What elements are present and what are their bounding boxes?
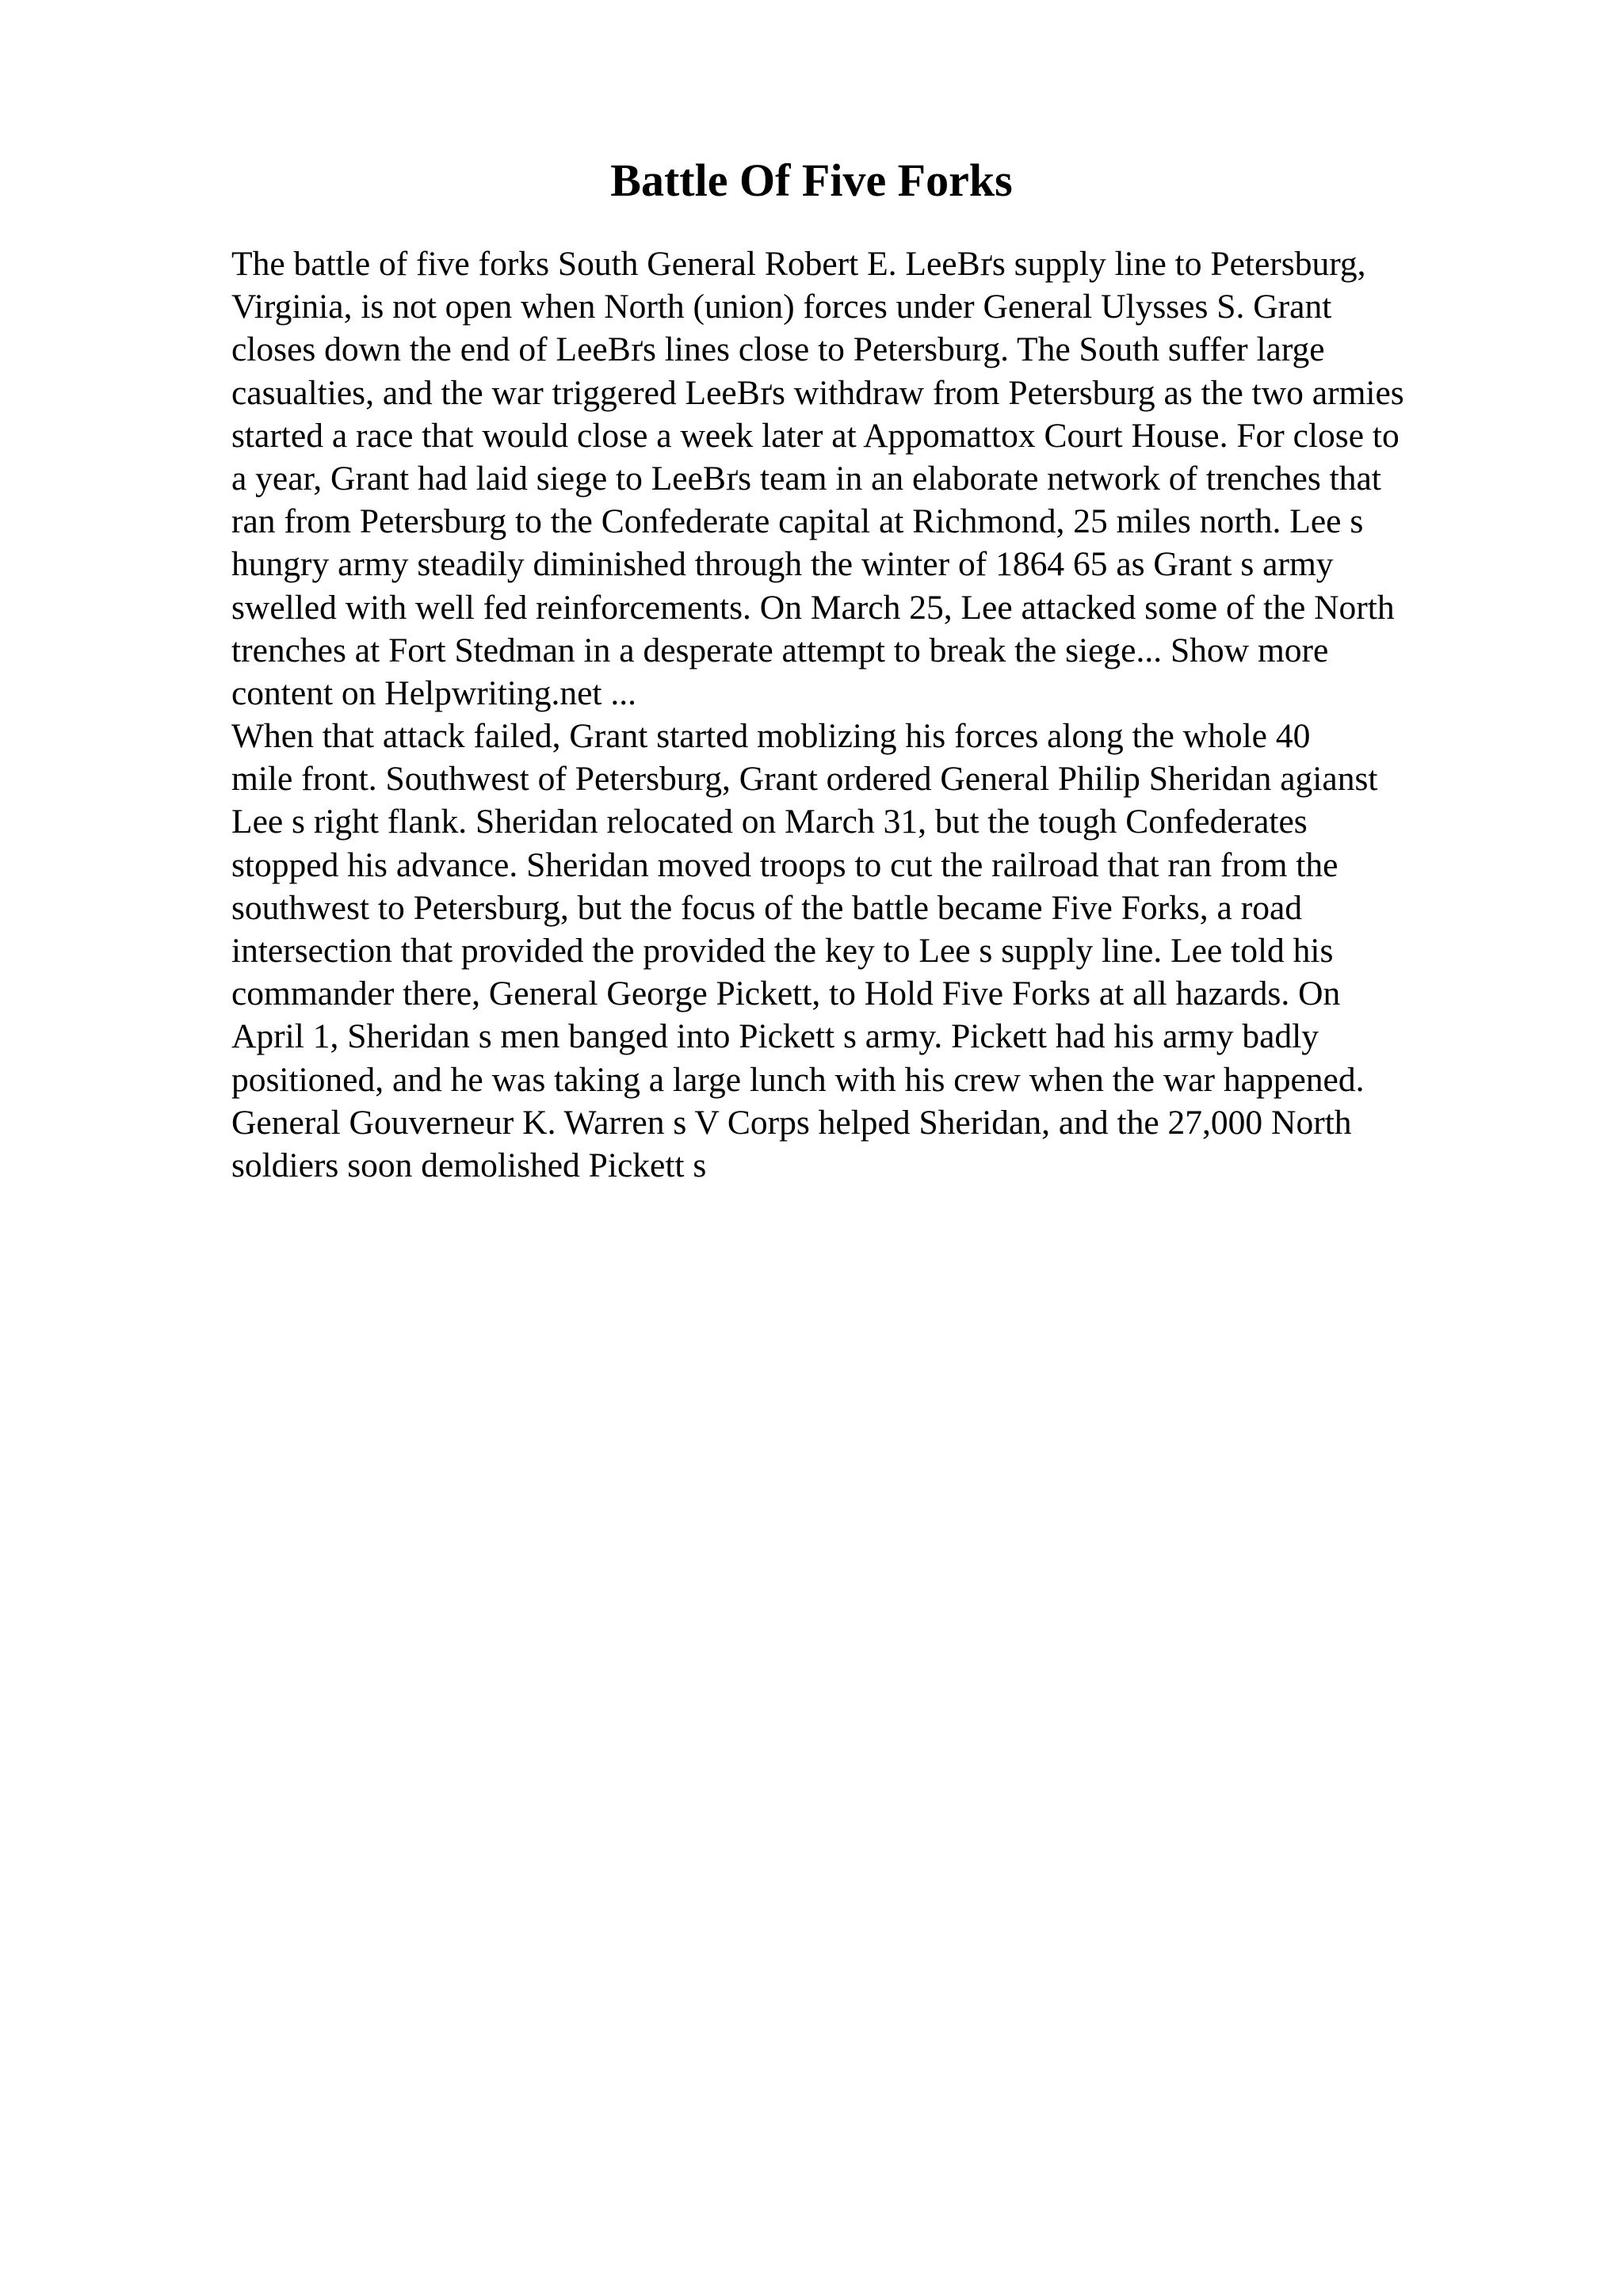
text-line: mile front. Southwest of Petersburg, Grant ordered General Philip Sheridan agianst xyxy=(231,760,1378,799)
text-line: Lee s right flank. Sheridan relocated on March 31, but the tough Confederates xyxy=(231,803,1308,841)
text-line: content on Helpwriting.net ... xyxy=(231,673,637,712)
text-line: southwest to Petersburg, but the focus of the battle became Five Forks, a road xyxy=(231,888,1303,927)
text-line: closes down the end of LeeВґs lines close to Petersburg. The South suffer large xyxy=(231,330,1325,369)
text-line: positioned, and he was taking a large lunch with his crew when the war happened. xyxy=(231,1060,1365,1099)
text-line: hungry army steadily diminished through the winter of 1864 65 as Grant s army xyxy=(231,545,1334,584)
text-line: Virginia, is not open when North (union) forces under General Ulysses S. Grant xyxy=(231,288,1332,326)
text-line: When that attack failed, Grant started moblizing his forces along the whole 40 xyxy=(231,717,1311,756)
text-line: soldiers soon demolished Pickett s xyxy=(231,1146,707,1184)
text-line: intersection that provided the provided the key to Lee s supply line. Lee told his xyxy=(231,932,1334,970)
document-title: Battle Of Five Forks xyxy=(610,154,1013,206)
text-line: swelled with well fed reinforcements. On March 25, Lee attacked some of the North xyxy=(231,588,1395,627)
text-line: commander there, General George Pickett, to Hold Five Forks at all hazards. On xyxy=(231,974,1341,1013)
text-line: started a race that would close a week later at Appomattox Court House. For close to xyxy=(231,416,1400,455)
text-line: April 1, Sheridan s men banged into Pickett s army. Pickett had his army badly xyxy=(231,1017,1319,1056)
text-line: stopped his advance. Sheridan moved troops to cut the railroad that ran from the xyxy=(231,845,1338,884)
text-line: trenches at Fort Stedman in a desperate attempt to break the siege... Show more xyxy=(231,631,1329,669)
text-line: The battle of five forks South General Robert E. LeeВґs supply line to Petersburg, xyxy=(231,245,1366,283)
text-line: General Gouverneur K. Warren s V Corps helped Sheridan, and the 27,000 North xyxy=(231,1103,1352,1142)
text-line: casualties, and the war triggered LeeВґs withdraw from Petersburg as the two armies xyxy=(231,373,1404,412)
text-line: ran from Petersburg to the Confederate capital at Richmond, 25 miles north. Lee s xyxy=(231,502,1364,541)
text-line: a year, Grant had laid siege to LeeВґs team in an elaborate network of trenches that xyxy=(231,459,1381,498)
document-body xyxy=(231,242,1515,1187)
